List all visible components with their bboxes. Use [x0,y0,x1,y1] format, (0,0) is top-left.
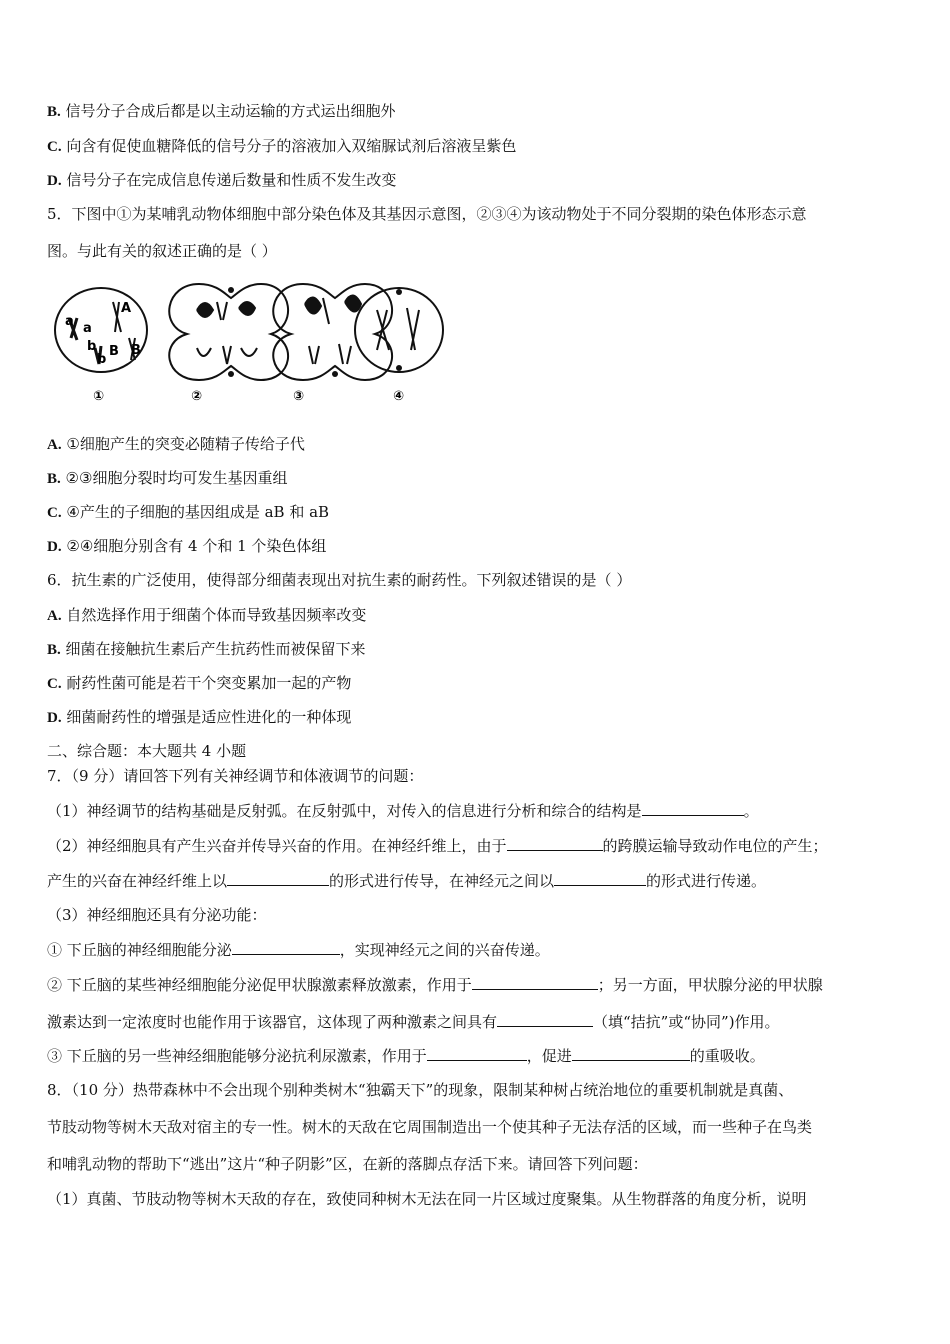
text: 的形式进行传递。 [646,872,767,890]
answer-blank[interactable] [497,1011,593,1027]
gene-label: A [121,301,132,316]
option-key: C. [47,505,62,521]
answer-blank[interactable] [427,1045,527,1061]
answer-blank[interactable] [572,1045,690,1061]
text: 的形式进行传导，在神经元之间以 [329,872,555,890]
gene-label: b [97,352,107,367]
q5-option-a [47,434,910,455]
cell-division-figure [47,280,447,408]
text: 的重吸收。 [689,1047,765,1065]
option-key: A. [47,437,62,453]
text: （2）神经细胞具有产生兴奋并传导兴奋的作用。在神经纤维上，由于 [47,837,507,855]
gene-label: a [83,321,92,336]
q7-sub3 [47,1045,910,1066]
text: ，促进 [526,1047,572,1065]
figure-label-1: ① [93,389,105,404]
q8-line1: 8．（10 分）热带森林中不会出现个别种类树木“独霸天下”的现象，限制某种树占统治地位的重要机制就是真菌、 [47,1081,794,1099]
text: 。 [743,802,759,820]
q6-option-c [47,673,910,694]
q5-stem-line1: 5．下图中①为某哺乳动物体细胞中部分染色体及其基因示意图，②③④为该动物处于不同分裂期的染色体形态示意 [47,205,807,223]
option-key: D. [47,710,62,726]
option-text: ②③细胞分裂时均可发生基因重组 [65,469,288,487]
option-text: 耐药性菌可能是若干个突变累加一起的产物 [66,674,352,692]
q7-sub2-line2 [47,1011,910,1032]
option-text: ①细胞产生的突变必随精子传给子代 [66,435,305,453]
cell-4 [355,288,443,372]
q7-sub1 [47,939,910,960]
text: ，实现神经元之间的兴奋传递。 [339,941,550,959]
q8-line2: 节肢动物等树木天敌对宿主的专一性。树木的天敌在它周围制造出一个使其种子无法存活的区域，而一些种子在鸟类 [47,1118,813,1136]
figure-label-4: ④ [393,389,405,404]
q6-option-b [47,639,910,660]
option-text: 向含有促使血糖降低的信号分子的溶液加入双缩脲试剂后溶液呈紫色 [66,137,517,155]
q7-part3: （3）神经细胞还具有分泌功能： [47,906,267,924]
q4-option-c [47,136,910,157]
q8-line3: 和哺乳动物的帮助下“逃出”这片“种子阴影”区，在新的落脚点存活下来。请回答下列问题： [47,1155,648,1173]
q5-stem-line2: 图。与此有关的叙述正确的是（ ） [47,242,277,260]
text: 激素达到一定浓度时也能作用于该器官，这体现了两种激素之间具有 [47,1013,498,1031]
cell-2 [169,284,288,380]
answer-blank[interactable] [227,870,329,886]
q8-line4: （1）真菌、节肢动物等树木天敌的存在，致使同种树木无法在同一片区域过度聚集。从生物群落的角度分析，说明 [47,1190,807,1208]
q6-option-d [47,707,910,728]
option-text: 自然选择作用于细菌个体而导致基因频率改变 [66,606,367,624]
text: ；另一方面，甲状腺分泌的甲状腺 [597,976,823,994]
section-heading: 二、综合题：本大题共 4 小题 [47,742,247,760]
q7-part2-line1 [47,835,910,856]
option-key: D. [47,539,62,555]
gene-label: a [65,314,74,329]
option-text: 细菌耐药性的增强是适应性进化的一种体现 [66,708,352,726]
q7-stem: 7．（9 分）请回答下列有关神经调节和体液调节的问题： [47,767,424,785]
figure-label-2: ② [191,389,203,404]
q7-part2-line2 [47,870,910,891]
option-text: 细菌在接触抗生素后产生抗药性而被保留下来 [65,640,366,658]
option-key: B. [47,642,61,658]
gene-label: b [87,339,97,354]
option-key: A. [47,608,62,624]
option-key: B. [47,471,61,487]
text: （1）神经调节的结构基础是反射弧。在反射弧中，对传入的信息进行分析和综合的结构是 [47,802,642,820]
answer-blank[interactable] [232,939,340,955]
text: 产生的兴奋在神经纤维上以 [47,872,228,890]
text: ③ 下丘脑的另一些神经细胞能够分泌抗利尿激素，作用于 [47,1047,427,1065]
answer-blank[interactable] [554,870,646,886]
gene-label: B [131,343,141,358]
answer-blank[interactable] [472,974,598,990]
q5-option-b [47,468,910,489]
q5-option-c [47,502,910,523]
option-key: C. [47,139,62,155]
text: ② 下丘脑的某些神经细胞能分泌促甲状腺激素释放激素，作用于 [47,976,472,994]
q6-option-a [47,605,910,626]
text: 的跨膜运输导致动作电位的产生； [602,837,828,855]
option-text: ④产生的子细胞的基因组成是 aB 和 aB [66,503,330,521]
figure-label-3: ③ [293,389,305,404]
q7-part1 [47,800,910,821]
option-text: ②④细胞分别含有 4 个和 1 个染色体组 [66,537,327,555]
cell-diagrams [47,280,447,408]
text: （填“拮抗”或“协同”)作用。 [593,1013,780,1031]
answer-blank[interactable] [507,835,603,851]
cell-1 [55,288,147,372]
option-text: 信号分子合成后都是以主动运输的方式运出细胞外 [65,102,396,120]
q7-sub2-line1 [47,974,910,995]
option-text: 信号分子在完成信息传递后数量和性质不发生改变 [66,171,397,189]
q4-option-b [47,101,910,122]
q6-stem: 6．抗生素的广泛使用，使得部分细菌表现出对抗生素的耐药性。下列叙述错误的是（ ） [47,571,632,589]
gene-label: B [109,344,119,359]
q5-option-d [47,536,910,557]
option-key: D. [47,173,62,189]
option-key: B. [47,104,61,120]
q4-option-d [47,170,910,191]
answer-blank[interactable] [642,800,744,816]
text: ① 下丘脑的神经细胞能分泌 [47,941,232,959]
option-key: C. [47,676,62,692]
